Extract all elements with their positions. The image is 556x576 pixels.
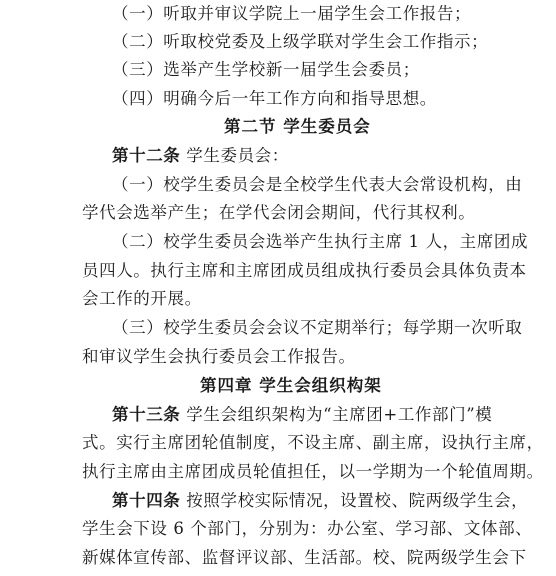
article-12-item2-line1: （二）校学生委员会选举产生执行主席 1 人，主席团成 (112, 232, 529, 251)
article-12-item2-line2: 员四人。执行主席和主席团成员组成执行委员会具体负责本 (82, 261, 527, 280)
section-heading: 第二节 学生委员会 (224, 117, 371, 136)
chapter-heading: 第四章 学生会组织构架 (200, 376, 382, 395)
article-14-text: 按照学校实际情况，设置校、院两级学生会， (186, 491, 529, 510)
article-14-line1 (112, 491, 528, 511)
article-12-item1-line1: （一）校学生委员会是全校学生代表大会常设机构，由 (112, 175, 523, 194)
list-item-hear-instructions: （二）听取校党委及上级学联对学生会工作指示； (112, 32, 489, 51)
article-14-label: 第十四条 (112, 491, 181, 510)
article-12-intro: 学生委员会： (186, 146, 289, 165)
article-13-line1 (112, 405, 492, 425)
article-12-item3-line2: 和审议学生会执行委员会工作报告。 (82, 347, 356, 366)
article-12-item2-line3: 会工作的开展。 (82, 289, 202, 308)
article-12-label: 第十二条 (112, 146, 181, 165)
list-item-elect-committee: （三）选举产生学校新一届学生会委员； (112, 60, 420, 79)
list-item-define-direction: （四）明确今后一年工作方向和指导思想。 (112, 89, 437, 108)
article-14-line2: 学生会下设 6 个部门，分别为：办公室、学习部、文体部、 (82, 519, 533, 538)
article-12-item3-line1: （三）校学生委员会会议不定期举行；每学期一次听取 (112, 318, 523, 337)
article-13-line2: 式。实行主席团轮值制度，不设主席、副主席，设执行主席， (82, 433, 544, 452)
article-12-item1-line2: 学代会选举产生；在学代会闭会期间，代行其权利。 (82, 203, 476, 222)
list-item-hear-report: （一）听取并审议学院上一届学生会工作报告； (112, 4, 472, 23)
article-13-line3: 执行主席由主席团成员轮值担任，以一学期为一个轮值周期。 (82, 462, 544, 481)
article-14-line3: 新媒体宣传部、监督评议部、生活部。校、院两级学生会下 (82, 548, 527, 567)
article-13-text: 学生会组织架构为“主席团+工作部门”模 (186, 405, 493, 424)
article-12-heading (112, 146, 289, 166)
article-13-label: 第十三条 (112, 405, 181, 424)
